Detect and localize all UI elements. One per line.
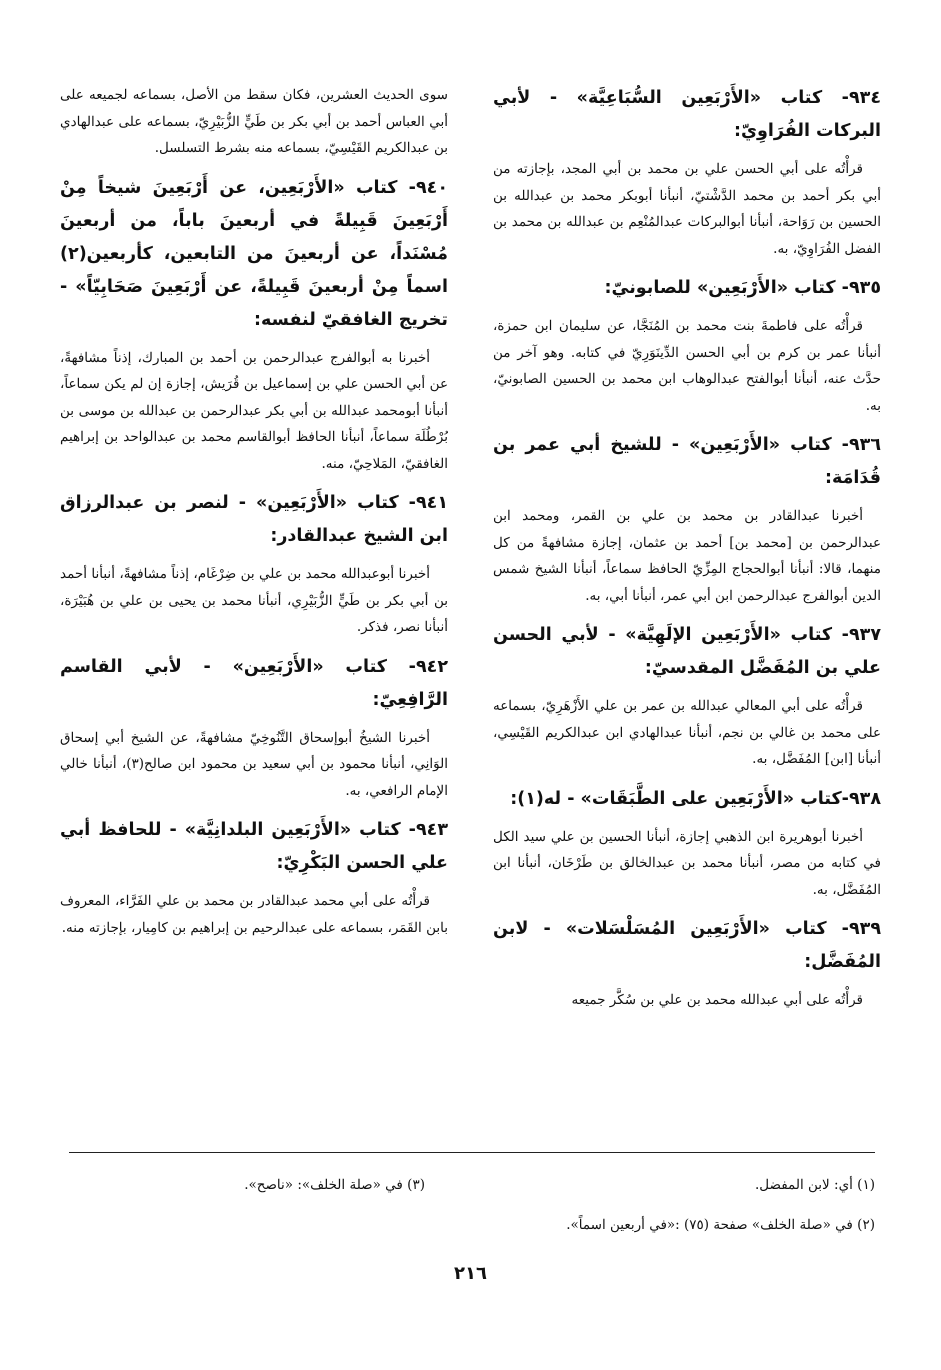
entry-text: أخبرنا به أبوالفرج عبدالرحمن بن أحمد بن المبارك، إذناً مشافهةً، عن أبي الحسن علي بن إسماعيل بن قُرَيش، إجازة إن لم يكن سماعاً، أنبأنا أبومحمد عبدالله بن أبي بكر عبدالرحمن بن عبدالله بن موسى بن بُرْطُلَة سماعاً، أنبأنا الحافظ أبوالقاسم محمد بن عبدالواحد بن إبراهيم الغافقيّ، المَلاحِيّ، منه. bbox=[60, 349, 448, 472]
entry-heading: ٩٤٢- كتاب «الأَرْبَعِين» - لأبي القاسم الرَّافِعِيّ: bbox=[60, 656, 448, 710]
entry-text: قرأْتُه على أبي الحسن علي بن محمد بن أبي المجد، بإجازته من أبي بكر أحمد بن محمد الدَّشْتيّ، أنبأنا أبوبكر محمد بن عبدالله بن الحسين بن رَوَاحة، أنبأنا أبوالبركات عبدالمُنْعِم بن عبدالله بن محمد بن الفضل الفُرَاوِيّ، به. bbox=[493, 161, 881, 257]
left-column bbox=[60, 82, 448, 1146]
entry-text: أخبرنا أبوهريرة ابن الذهبي إجازة، أنبأنا الحسين بن علي سيد الكل في كتابه من مصر، أنبأنا محمد بن عبدالخالق بن طَرْخَان، أنبأنا ابن المُفَضَّل، به. bbox=[493, 828, 881, 898]
entry-937 bbox=[493, 619, 881, 773]
entry-938 bbox=[493, 783, 881, 904]
entry-heading: ٩٤١- كتاب «الأَرْبَعِين» - لنصر بن عبدالرزاق ابن الشيخ عبدالقادر: bbox=[60, 493, 448, 546]
entry-text: قرأْتُه على أبي عبدالله محمد بن علي بن سُكَّر جميعه bbox=[571, 992, 863, 1008]
entry-heading: ٩٤٠- كتاب «الأَرْبَعِين، عن أَرْبَعِينَ شيخاً مِنْ أَرْبَعِينَ قَبِيلةً في أربعينَ باباً، من أربعينَ مُسْنَداً، عن أربعينَ من التابعين، كأربعين(٢) اسماً مِنْ أربعينَ قَبِيلةً، عن أَرْبَعِينَ صَحَابِيّاً» - تخريج الغافقيّ لنفسه: bbox=[60, 177, 448, 330]
entry-text: قرأْتُه على أبي محمد عبدالقادر بن محمد بن علي الفَرَّاء، المعروف بابن القَمَر، بسماعه على عبدالرحيم بن إبراهيم بن كامِيار، بإجازته منه. bbox=[60, 893, 448, 936]
footnote-1: (١) أي: لابن المفضل. bbox=[754, 1177, 875, 1193]
right-column bbox=[493, 82, 881, 1146]
entry-943 bbox=[60, 814, 448, 941]
entry-940 bbox=[60, 172, 448, 478]
text-columns bbox=[60, 82, 881, 1146]
entry-942 bbox=[60, 651, 448, 805]
page-number: ٢١٦ bbox=[454, 1263, 487, 1284]
entry-text: أخبرنا أبوعبدالله محمد بن علي بن ضِرْغَام، إذناً مشافهةً، أنبأنا أحمد بن أبي بكر بن طَيٍّ الزُّبَيْرِي، أنبأنا محمد بن يحيى بن علي بن هُبَيْرَة، أنبأنا نصر، فذكر. bbox=[60, 566, 448, 635]
footnote-2: (٢) في «صلة الخلف» صفحة (٧٥) :«في أربعين اسماً». bbox=[566, 1217, 875, 1233]
entry-heading: ٩٤٣- كتاب «الأَرْبَعِين البلدانِيَّة» - للحافظ أبي علي الحسن البَكْرِيّ: bbox=[60, 820, 448, 873]
entry-heading: ٩٣٤- كتاب «الأَرْبَعِين السُّبَاعِيَّة» - لأبي البركات الفُرَاوِيّ: bbox=[493, 88, 881, 141]
entry-text: سوى الحديث العشرين، فكان سقط من الأصل، بسماعه لجميعه على أبي العباس أحمد بن أبي بكر بن طَيٍّ الزُّبَيْرِيّ، بسماعه على عبدالهادي بن عبدالكريم القَيْسِيّ، بسماعه منه بشرط التسلسل. bbox=[60, 87, 448, 156]
footnotes bbox=[60, 1172, 875, 1252]
entry-text: أخبرنا عبدالقادر بن محمد بن علي بن القمر، ومحمد ابن عبدالرحمن بن [محمد بن] أحمد بن عثمان، إجازة مشافهةً من كل منهما، قالا: أنبأنا أبوالحجاج المِزِّيّ الحافظ سماعاً، أنبأنا الشيخ شمس الدين أبوالفرج عبدالرحمن ابن أبي عمر، أنبأنا أبي، به. bbox=[493, 508, 881, 604]
entry-heading: ٩٣٧- كتاب «الأَرْبَعِين الإلَهِيَّة» - لأبي الحسن علي بن المُفَضَّل المقدسيّ: bbox=[493, 625, 881, 678]
entry-heading: ٩٣٦- كتاب «الأَرْبَعِين» - للشيخ أبي عمر بن قُدَامَة: bbox=[493, 435, 881, 488]
entry-939 bbox=[493, 913, 881, 1014]
entry-text: أخبرنا الشيخُ أبوإسحاق التَّنُوخِيّ مشافهةً، عن الشيخ أبي إسحاق الوَانِي، أنبأنا محمود بن أبي سعيد بن محمود ابن صالح(٣)، أنبأنا خالي الإمام الرافعي، به. bbox=[60, 729, 448, 799]
entry-935 bbox=[493, 272, 881, 419]
entry-936 bbox=[493, 429, 881, 609]
entry-text: قرأْتُه على فاطمةَ بنت محمد بن المُنَجَّا، عن سليمان ابن حمزة، أنبأنا عمر بن كرم بن أبي الحسن الدِّينَوَرِيّ في كتابه. وهو آخر من حدَّث عنه، أنبأنا أبوالفتح عبدالوهاب ابن محمد بن الحسين الصابونيّ، به. bbox=[493, 318, 881, 414]
entry-text: قرأْتُه على أبي المعالي عبدالله بن عمر بن علي الأَزْهَرِيّ، بسماعه على محمد بن غالي بن نجم، أنبأنا عبدالهادي ابن عبدالكريم القَيْسِي، أنبأنا [ابن] المُفَضَّل، به. bbox=[493, 698, 881, 767]
footnote-3: (٣) في «صلة الخلف»: «ناصح». bbox=[244, 1177, 425, 1193]
entry-934 bbox=[493, 82, 881, 262]
entry-heading: ٩٣٨-كتاب «الأَرْبَعِين على الطَّبَقَات» - له(١): bbox=[510, 788, 881, 809]
footnote-divider bbox=[69, 1152, 875, 1153]
entry-939-continued bbox=[60, 82, 448, 162]
entry-heading: ٩٣٩- كتاب «الأَرْبَعِين المُسَلْسَلات» - لابن المُفَضَّل: bbox=[493, 919, 881, 972]
entry-941 bbox=[60, 487, 448, 641]
entry-heading: ٩٣٥- كتاب «الأَرْبَعِين» للصابونيّ: bbox=[604, 278, 881, 298]
